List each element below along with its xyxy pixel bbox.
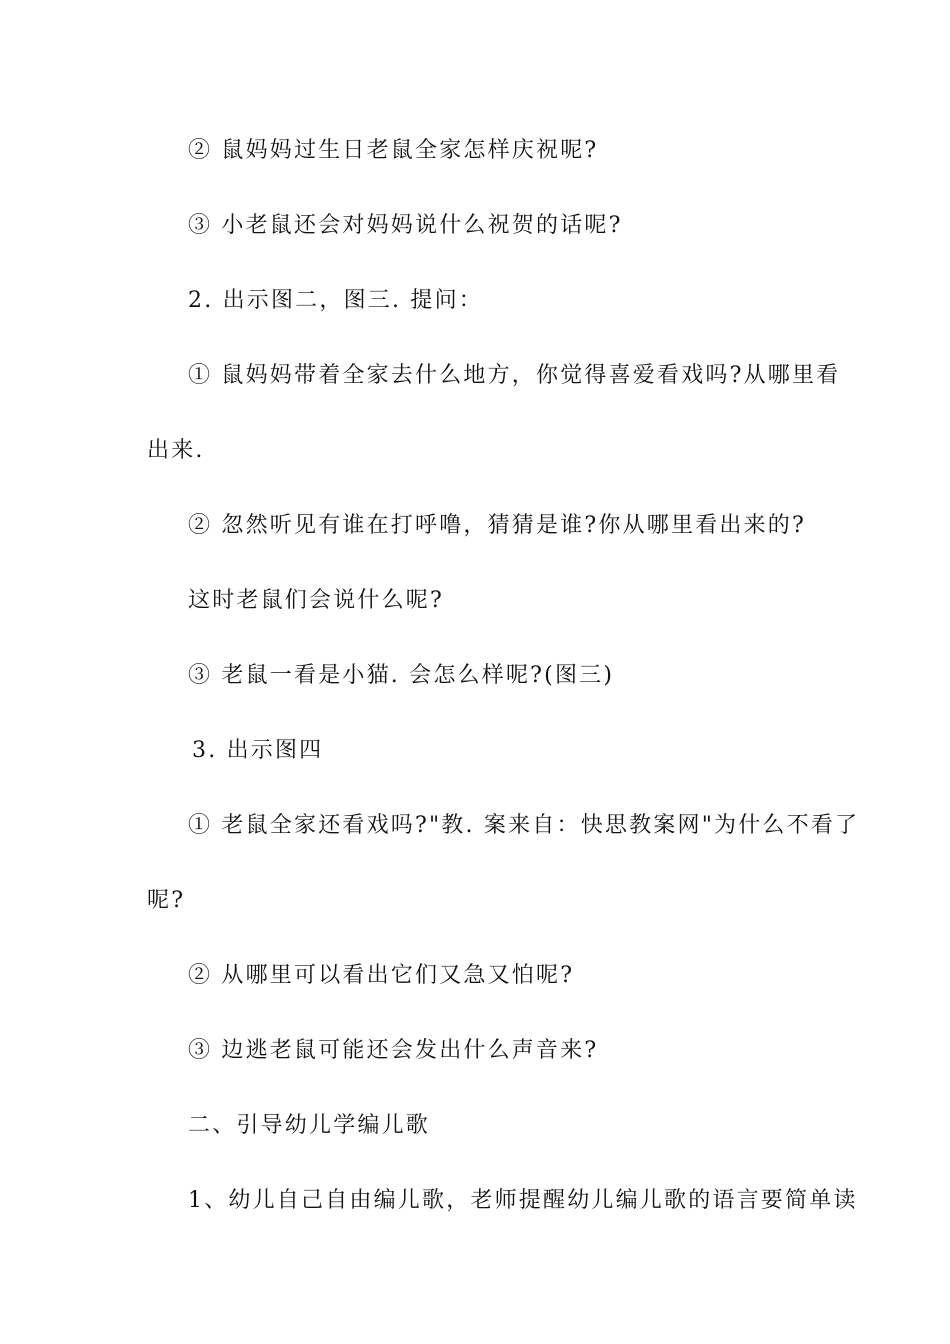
- section-heading: 3. 出示图四: [192, 738, 324, 763]
- question-line: ③ 边逃老鼠可能还会发出什么声音来?: [188, 1038, 599, 1063]
- paragraph-line: 1、幼儿自己自由编儿歌，老师提醒幼儿编儿歌的语言要简单读: [188, 1188, 858, 1213]
- section-heading: 2. 出示图二，图三. 提问：: [188, 288, 483, 313]
- question-line: ② 忽然听见有谁在打呼噜，猜猜是谁?你从哪里看出来的?: [188, 513, 806, 538]
- question-line: ① 鼠妈妈带着全家去什么地方，你觉得喜爱看戏吗?从哪里看: [188, 363, 841, 388]
- question-line: ① 老鼠全家还看戏吗?"教. 案来自：快思教案网"为什么不看了: [188, 813, 860, 838]
- section-heading: 二、引导幼儿学编儿歌: [188, 1113, 431, 1138]
- question-line: ③ 老鼠一看是小猫. 会怎么样呢?(图三): [188, 663, 615, 688]
- question-line: ② 从哪里可以看出它们又急又怕呢?: [188, 963, 575, 988]
- question-line: ③ 小老鼠还会对妈妈说什么祝贺的话呢?: [188, 213, 623, 238]
- question-line: ② 鼠妈妈过生日老鼠全家怎样庆祝呢?: [188, 138, 599, 163]
- paragraph-line: 这时老鼠们会说什么呢?: [188, 588, 444, 613]
- question-line-continuation: 出来.: [147, 438, 205, 463]
- question-line-continuation: 呢?: [147, 888, 186, 913]
